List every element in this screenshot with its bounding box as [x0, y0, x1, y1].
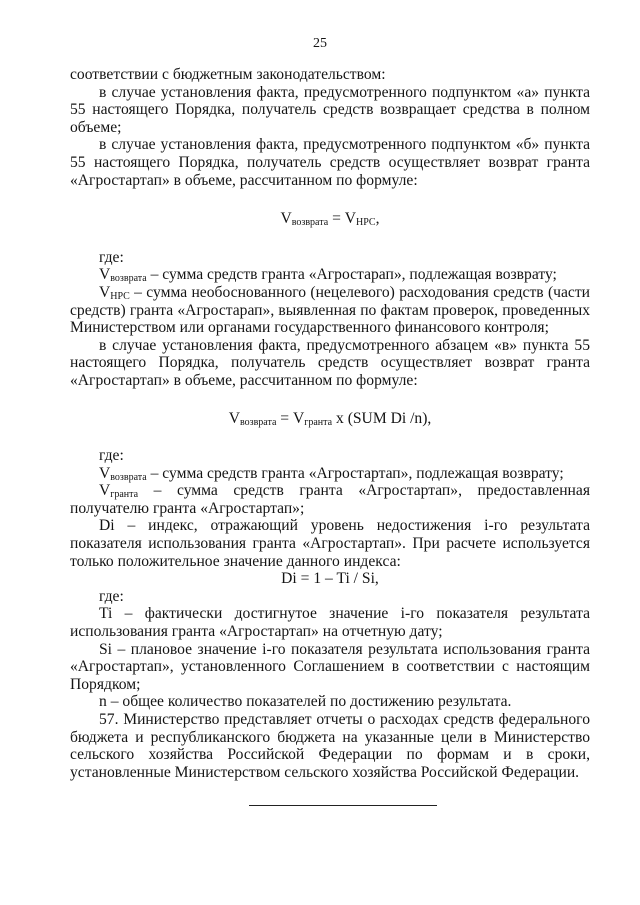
formula-2-lhs: V — [228, 409, 240, 427]
def-2-var: V — [99, 283, 111, 301]
def-3-sub: возврата — [110, 471, 147, 483]
definition-v-vozvrata-2 — [70, 465, 590, 483]
def-4-var: V — [99, 482, 111, 500]
paragraph-intro: соответствии с бюджетным законодательством: — [70, 66, 386, 83]
formula-2-rhs-sub: гранта — [304, 416, 333, 428]
formula-1-eq: = V — [328, 210, 357, 228]
formula-1-rhs-sub: НРС — [356, 217, 376, 229]
paragraph-case-a: в случае установления факта, предусмотренного подпунктом «а» пункта 55 настоящего Порядка, получатель средств возвращает средства в полном объеме; — [70, 83, 590, 136]
def-3-text: – сумма средств гранта «Агростартап», подлежащая возврату; — [146, 464, 564, 482]
def-4-text: – сумма средств гранта «Агростартап», предоставленная получателю гранта «Агростартап»; — [70, 482, 590, 517]
formula-1-tail: , — [375, 210, 380, 228]
definition-v-granta — [70, 482, 590, 517]
where-label-3: где: — [99, 587, 124, 605]
formula-2-tail: x (SUM Di /n), — [332, 409, 432, 427]
formula-1-lhs-sub: возврата — [291, 217, 329, 229]
paragraph-case-b: в случае установления факта, предусмотренного подпунктом «б» пункта 55 настоящего Порядка, получатель средств осуществляет возврат гранта «Агростартап» в объеме, рассчитанном по формуле: — [70, 136, 590, 189]
definition-si: Si – плановое значение i-го показателя результата использования гранта «Агростартап», установленного Соглашением в соответствии с настоящим Порядком; — [70, 640, 590, 693]
formula-1-lhs: V — [280, 210, 292, 228]
def-2-sub: НРС — [110, 290, 130, 302]
where-label-2: где: — [99, 447, 124, 465]
definition-v-vozvrata-1 — [70, 266, 590, 284]
formula-2-lhs-sub: возврата — [239, 416, 277, 428]
definition-n: n – общее количество показателей по достижению результата. — [99, 693, 512, 711]
def-1-var: V — [99, 266, 111, 284]
def-1-text: – сумма средств гранта «Агростарап», подлежащая возврату; — [146, 266, 557, 284]
formula-2-eq: = V — [276, 409, 305, 427]
paragraph-57: 57. Министерство представляет отчеты о расходах средств федерального бюджета и республиканского бюджета на указанные цели в Министерство сельского хозяйства Российской Федерации по формам и в сроки, установленные Министерством сельского хозяйства Российской Федерации. — [70, 711, 590, 781]
definition-v-nrs — [70, 284, 590, 337]
closing-rule — [249, 805, 437, 806]
document-body — [70, 66, 590, 781]
def-1-sub: возврата — [110, 273, 147, 285]
definition-ti: Ti – фактически достигнутое значение i-го показателя результата использования гранта «Агростартап» на отчетную дату; — [70, 605, 590, 641]
where-label-1: где: — [99, 248, 124, 266]
def-3-var: V — [99, 464, 111, 482]
def-4-sub: гранта — [110, 489, 139, 501]
def-2-text: – сумма необоснованного (нецелевого) расходования средств (части средств) гранта «Агростарап», выявленная по фактам проверок, проведенных Министерством или органами государственного финансового контроля; — [70, 283, 590, 337]
page-number: 25 — [313, 36, 327, 51]
paragraph-case-v: в случае установления факта, предусмотренного абзацем «в» пункта 55 настоящего Порядка, получатель средств осуществляет возврат гранта «Агростартап» в объеме, рассчитанном по формуле: — [70, 336, 590, 389]
formula-2 — [70, 410, 590, 428]
formula-3: Di = 1 – Ti / Si, — [281, 570, 379, 588]
definition-di: Di – индекс, отражающий уровень недостижения i-го результата показателя использования гранта «Агростартап». При расчете используется только положительное значение данного индекса: — [70, 517, 590, 570]
formula-1 — [70, 210, 590, 228]
